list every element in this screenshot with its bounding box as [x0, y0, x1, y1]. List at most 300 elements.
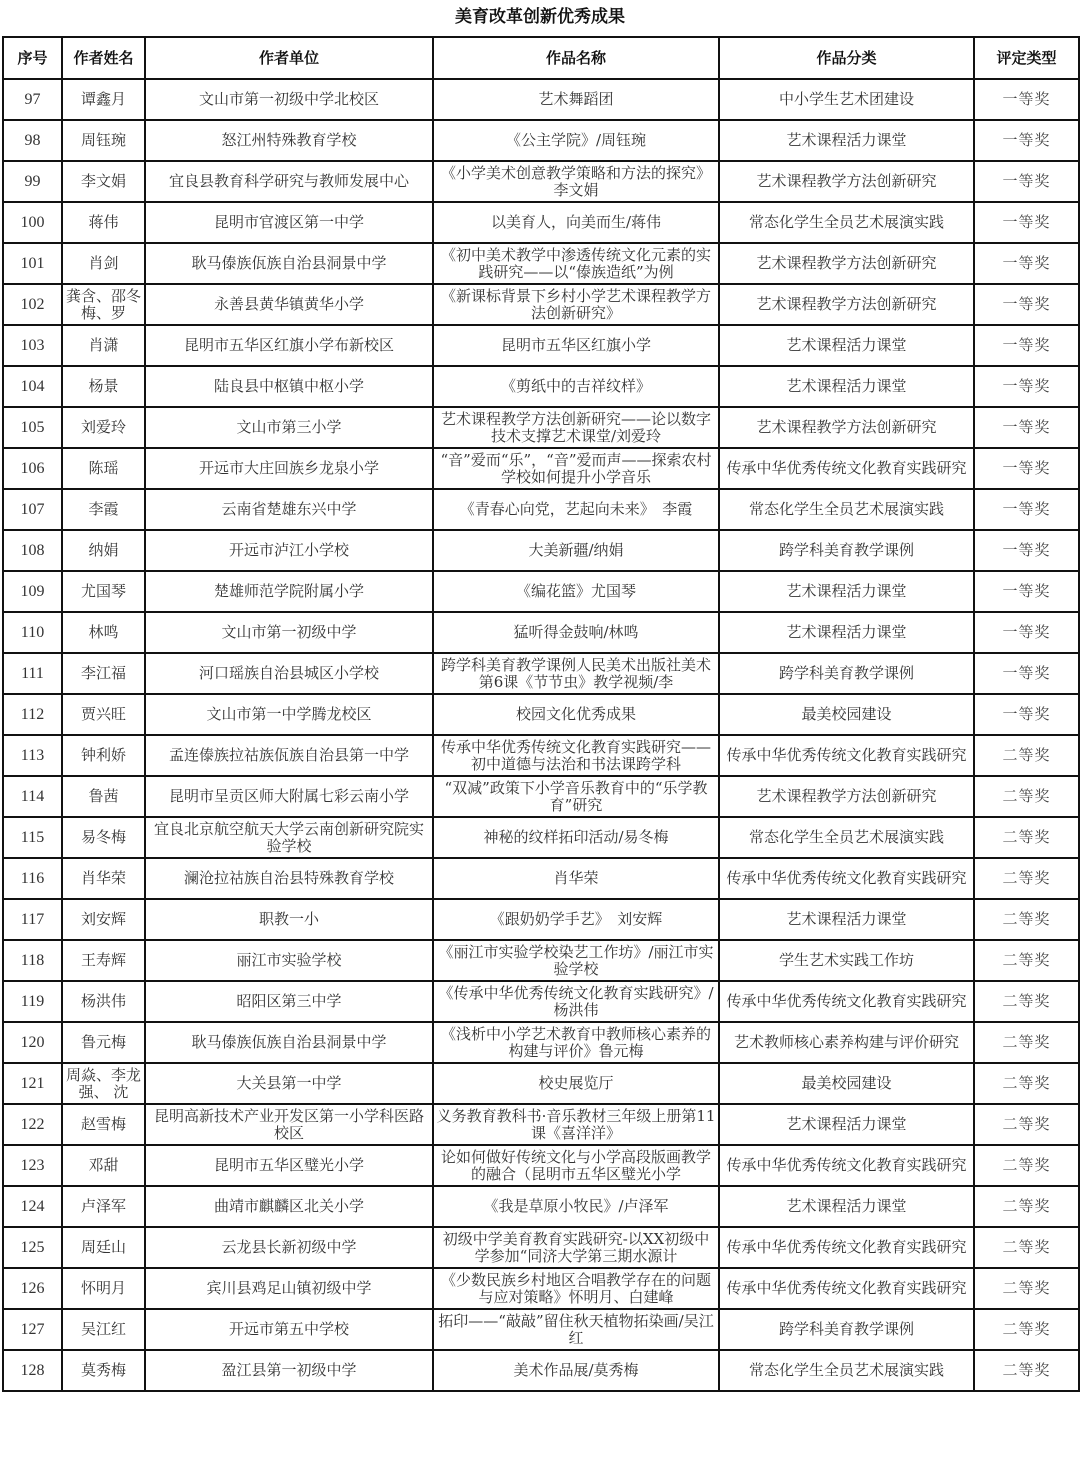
table-row [3, 1186, 1079, 1227]
cell-work-title-text: 校园文化优秀成果 [515, 706, 636, 723]
cell-author-unit-text: 昭阳区第三中学 [236, 993, 342, 1010]
cell-work-category-text: 艺术课程活力课堂 [786, 337, 907, 354]
cell-author-unit-text: 永善县黄华镇黄华小学 [213, 296, 364, 313]
cell-work-category [719, 899, 974, 940]
cell-author-name-text: 周焱、李龙强、 沈 [65, 1066, 141, 1101]
cell-author-name-text: 龚含、邵冬梅、罗 [65, 287, 141, 322]
cell-award-type: 二等奖 [974, 858, 1079, 899]
cell-author-name-text: 李文娟 [80, 173, 126, 190]
cell-author-name [62, 489, 145, 530]
cell-author-unit-text: 宜良县教育科学研究与教师发展中心 [168, 173, 409, 190]
cell-work-title [433, 1145, 719, 1186]
cell-work-title-text: 《传承中华优秀传统文化教育实践研究》/杨洪伟 [438, 984, 714, 1019]
cell-work-category-text: 传承中华优秀传统文化教育实践研究 [726, 1280, 967, 1297]
cell-work-title-text: 《新课标背景下乡村小学艺术课程教学方法创新研究》 [440, 287, 711, 322]
cell-work-title [433, 1309, 719, 1350]
cell-work-title [433, 1268, 719, 1309]
cell-author-unit [145, 530, 433, 571]
table-body [3, 79, 1079, 1391]
table-row [3, 1063, 1079, 1104]
cell-work-title [433, 940, 719, 981]
cell-work-title [433, 202, 719, 243]
column-header-category: 作品分类 [719, 37, 974, 79]
cell-author-unit [145, 1186, 433, 1227]
table-row [3, 243, 1079, 284]
cell-work-title-text: “双减”政策下小学音乐教育中的“乐学教育”研究 [444, 779, 708, 814]
cell-work-category-text: 学生艺术实践工作坊 [778, 952, 914, 969]
cell-work-title [433, 1063, 719, 1104]
cell-number: 113 [3, 735, 62, 776]
cell-author-name [62, 448, 145, 489]
cell-work-title [433, 407, 719, 448]
cell-author-name [62, 1227, 145, 1268]
cell-work-category-text: 艺术课程教学方法创新研究 [756, 296, 937, 313]
table-row [3, 448, 1079, 489]
awards-table [2, 36, 1080, 1392]
cell-work-category [719, 448, 974, 489]
cell-author-name-text: 蒋伟 [88, 214, 119, 231]
cell-work-category-text: 最美校园建设 [801, 1075, 892, 1092]
cell-author-unit [145, 858, 433, 899]
cell-work-title-text: 义务教育教科书·音乐教材三年级上册第11课《喜洋洋》 [436, 1107, 716, 1142]
cell-author-unit-text: 孟连傣族拉祜族佤族自治县第一中学 [168, 747, 409, 764]
cell-work-category [719, 735, 974, 776]
table-row [3, 858, 1079, 899]
cell-author-name [62, 79, 145, 120]
cell-author-name-text: 李霞 [88, 501, 119, 518]
cell-work-title [433, 1350, 719, 1391]
cell-award-type: 二等奖 [974, 981, 1079, 1022]
cell-award-type: 二等奖 [974, 1350, 1079, 1391]
cell-work-category [719, 571, 974, 612]
cell-work-category [719, 1022, 974, 1063]
cell-award-type: 一等奖 [974, 571, 1079, 612]
cell-author-unit [145, 899, 433, 940]
cell-work-category [719, 1145, 974, 1186]
cell-work-title-text: 《编花篮》尤国琴 [515, 583, 636, 600]
cell-work-category-text: 常态化学生全员艺术展演实践 [748, 214, 944, 231]
cell-work-category [719, 489, 974, 530]
cell-author-unit-text: 开远市大庄回族乡龙泉小学 [198, 460, 379, 477]
cell-author-name [62, 858, 145, 899]
table-row [3, 1104, 1079, 1145]
cell-award-type: 一等奖 [974, 612, 1079, 653]
cell-author-name-text: 鲁茜 [88, 788, 119, 805]
cell-work-title-text: 昆明市五华区红旗小学 [500, 337, 651, 354]
cell-author-name-text: 刘爱玲 [80, 419, 126, 436]
cell-work-category [719, 1309, 974, 1350]
cell-number: 127 [3, 1309, 62, 1350]
cell-author-unit-text: 文山市第一初级中学 [221, 624, 357, 641]
cell-work-category-text: 中小学生艺术团建设 [778, 91, 914, 108]
cell-work-title-text: 《少数民族乡村地区合唱教学存在的问题与应对策略》怀明月、白建峰 [440, 1271, 711, 1306]
table-row [3, 817, 1079, 858]
cell-author-unit [145, 1145, 433, 1186]
table-row [3, 489, 1079, 530]
cell-number: 109 [3, 571, 62, 612]
cell-number: 97 [3, 79, 62, 120]
cell-award-type: 一等奖 [974, 694, 1079, 735]
table-row [3, 161, 1079, 202]
cell-author-name-text: 莫秀梅 [80, 1362, 126, 1379]
cell-award-type: 一等奖 [974, 366, 1079, 407]
cell-work-title [433, 120, 719, 161]
cell-work-category [719, 1104, 974, 1145]
cell-work-title [433, 653, 719, 694]
cell-work-title [433, 79, 719, 120]
cell-award-type: 二等奖 [974, 776, 1079, 817]
cell-work-title-text: 初级中学美育教育实践研究-以XX初级中学参加“同济大学第三期水源计 [442, 1230, 710, 1265]
cell-author-name-text: 谭鑫月 [80, 91, 126, 108]
cell-number: 112 [3, 694, 62, 735]
table-row [3, 735, 1079, 776]
table-row [3, 1350, 1079, 1391]
cell-author-unit [145, 325, 433, 366]
cell-award-type: 一等奖 [974, 284, 1079, 325]
cell-author-name [62, 530, 145, 571]
cell-author-name-text: 陈瑶 [88, 460, 119, 477]
column-header-award: 评定类型 [974, 37, 1079, 79]
cell-author-unit-text: 云龙县长新初级中学 [221, 1239, 357, 1256]
column-header-unit: 作者单位 [145, 37, 433, 79]
table-row [3, 981, 1079, 1022]
cell-number: 105 [3, 407, 62, 448]
cell-work-category [719, 1350, 974, 1391]
cell-author-unit [145, 1268, 433, 1309]
cell-work-category [719, 407, 974, 448]
cell-author-unit-text: 宾川县鸡足山镇初级中学 [206, 1280, 372, 1297]
cell-work-title-text: 《丽江市实验学校染艺工作坊》/丽江市实验学校 [438, 943, 714, 978]
cell-award-type: 一等奖 [974, 530, 1079, 571]
cell-author-name-text: 卢泽军 [80, 1198, 126, 1215]
cell-author-unit [145, 776, 433, 817]
table-row [3, 325, 1079, 366]
cell-author-unit [145, 284, 433, 325]
cell-award-type: 一等奖 [974, 161, 1079, 202]
cell-author-unit-text: 曲靖市麒麟区北关小学 [213, 1198, 364, 1215]
cell-author-unit [145, 1227, 433, 1268]
cell-author-unit-text: 文山市第三小学 [236, 419, 342, 436]
cell-author-name [62, 284, 145, 325]
cell-author-unit [145, 407, 433, 448]
cell-author-name-text: 李江福 [80, 665, 126, 682]
cell-work-category-text: 艺术课程活力课堂 [786, 378, 907, 395]
cell-author-unit-text: 开远市第五中学校 [228, 1321, 349, 1338]
cell-author-unit-text: 丽江市实验学校 [236, 952, 342, 969]
cell-work-category-text: 艺术课程活力课堂 [786, 1198, 907, 1215]
cell-work-category-text: 传承中华优秀传统文化教育实践研究 [726, 1157, 967, 1174]
cell-author-name-text: 肖华荣 [80, 870, 126, 887]
cell-author-unit-text: 开远市泸江小学校 [228, 542, 349, 559]
cell-work-title-text: 《初中美术教学中渗透传统文化元素的实践研究——以“傣族造纸”为例 [440, 246, 711, 281]
cell-author-name [62, 161, 145, 202]
cell-work-title-text: 猛听得金鼓响/林鸣 [513, 624, 639, 641]
cell-work-category-text: 跨学科美育教学课例 [778, 542, 914, 559]
cell-work-category-text: 艺术课程教学方法创新研究 [756, 419, 937, 436]
cell-work-title-text: 《剪纸中的吉祥纹样》 [500, 378, 651, 395]
cell-author-unit-text: 耿马傣族佤族自治县洞景中学 [191, 1034, 387, 1051]
cell-work-category-text: 艺术课程活力课堂 [786, 1116, 907, 1133]
cell-author-unit-text: 昆明市五华区红旗小学布新校区 [183, 337, 394, 354]
cell-work-title [433, 284, 719, 325]
cell-author-name [62, 243, 145, 284]
cell-author-name-text: 林鸣 [88, 624, 119, 641]
table-row [3, 407, 1079, 448]
cell-number: 111 [3, 653, 62, 694]
cell-work-title [433, 694, 719, 735]
cell-author-unit [145, 981, 433, 1022]
table-row [3, 1309, 1079, 1350]
cell-award-type: 二等奖 [974, 899, 1079, 940]
cell-work-category [719, 1063, 974, 1104]
cell-work-category-text: 传承中华优秀传统文化教育实践研究 [726, 460, 967, 477]
cell-number: 126 [3, 1268, 62, 1309]
table-row [3, 899, 1079, 940]
cell-author-unit [145, 366, 433, 407]
cell-work-title-text: “音”爱而“乐”，“音”爱而声——探索农村学校如何提升小学音乐 [440, 451, 712, 486]
cell-author-unit-text: 昆明市五华区璧光小学 [213, 1157, 364, 1174]
cell-work-category [719, 120, 974, 161]
cell-author-unit [145, 1104, 433, 1145]
cell-work-category [719, 817, 974, 858]
cell-work-category [719, 653, 974, 694]
cell-author-name-text: 鲁元梅 [80, 1034, 126, 1051]
cell-work-title-text: 神秘的纹样拓印活动/易冬梅 [483, 829, 669, 846]
cell-author-name-text: 易冬梅 [80, 829, 126, 846]
cell-number: 110 [3, 612, 62, 653]
table-header-row [3, 37, 1079, 79]
cell-author-name [62, 1145, 145, 1186]
cell-work-category-text: 艺术课程活力课堂 [786, 132, 907, 149]
cell-work-category-text: 跨学科美育教学课例 [778, 665, 914, 682]
cell-award-type: 二等奖 [974, 1063, 1079, 1104]
cell-work-category-text: 艺术课程教学方法创新研究 [756, 788, 937, 805]
cell-author-unit [145, 653, 433, 694]
cell-author-unit [145, 202, 433, 243]
cell-work-category-text: 跨学科美育教学课例 [778, 1321, 914, 1338]
cell-work-category-text: 传承中华优秀传统文化教育实践研究 [726, 1239, 967, 1256]
cell-work-title [433, 612, 719, 653]
cell-author-unit-text: 宜良北京航空航天大学云南创新研究院实验学校 [153, 820, 424, 855]
cell-work-category [719, 161, 974, 202]
cell-author-unit [145, 612, 433, 653]
cell-work-title-text: 拓印——“敲敲”留住秋天植物拓染画/吴江红 [438, 1312, 714, 1347]
cell-author-name-text: 周廷山 [80, 1239, 126, 1256]
cell-work-title [433, 817, 719, 858]
cell-work-category [719, 325, 974, 366]
cell-number: 116 [3, 858, 62, 899]
cell-author-unit [145, 161, 433, 202]
cell-work-category [719, 1227, 974, 1268]
cell-author-name-text: 刘安辉 [80, 911, 126, 928]
cell-work-title [433, 1022, 719, 1063]
cell-work-category-text: 常态化学生全员艺术展演实践 [748, 1362, 944, 1379]
cell-work-title [433, 1104, 719, 1145]
cell-award-type: 一等奖 [974, 489, 1079, 530]
cell-author-name-text: 钟利娇 [80, 747, 126, 764]
cell-work-title-text: 《浅析中小学艺术教育中教师核心素养的构建与评价》鲁元梅 [440, 1025, 711, 1060]
table-row [3, 776, 1079, 817]
cell-work-title-text: 《我是草原小牧民》/卢泽军 [483, 1198, 669, 1215]
cell-work-category-text: 艺术教师核心素养构建与评价研究 [733, 1034, 959, 1051]
cell-author-name-text: 尤国琴 [80, 583, 126, 600]
table-row [3, 202, 1079, 243]
cell-work-category [719, 858, 974, 899]
cell-number: 104 [3, 366, 62, 407]
cell-work-category [719, 776, 974, 817]
cell-author-unit [145, 120, 433, 161]
cell-work-title-text: 《公主学院》/周钰琬 [505, 132, 647, 149]
cell-author-name [62, 202, 145, 243]
cell-award-type: 二等奖 [974, 1104, 1079, 1145]
cell-author-name-text: 邓甜 [88, 1157, 119, 1174]
cell-number: 122 [3, 1104, 62, 1145]
cell-number: 118 [3, 940, 62, 981]
cell-author-name-text: 怀明月 [80, 1280, 126, 1297]
cell-number: 120 [3, 1022, 62, 1063]
cell-author-unit [145, 1022, 433, 1063]
cell-number: 115 [3, 817, 62, 858]
table-row [3, 366, 1079, 407]
table-row [3, 653, 1079, 694]
cell-work-category-text: 艺术课程教学方法创新研究 [756, 255, 937, 272]
cell-work-title-text: 大美新疆/纳娟 [528, 542, 624, 559]
cell-author-name [62, 735, 145, 776]
cell-number: 101 [3, 243, 62, 284]
cell-award-type: 一等奖 [974, 653, 1079, 694]
cell-award-type: 二等奖 [974, 1145, 1079, 1186]
cell-work-category [719, 981, 974, 1022]
cell-author-name [62, 1022, 145, 1063]
cell-work-category-text: 艺术课程活力课堂 [786, 911, 907, 928]
cell-work-category-text: 常态化学生全员艺术展演实践 [748, 829, 944, 846]
cell-award-type: 二等奖 [974, 1022, 1079, 1063]
cell-author-name [62, 1186, 145, 1227]
table-row [3, 284, 1079, 325]
column-header-no: 序号 [3, 37, 62, 79]
cell-author-name [62, 1104, 145, 1145]
cell-author-name [62, 120, 145, 161]
cell-work-category [719, 202, 974, 243]
cell-work-category [719, 940, 974, 981]
cell-author-unit-text: 昆明市呈贡区师大附属七彩云南小学 [168, 788, 409, 805]
cell-work-category-text: 艺术课程活力课堂 [786, 624, 907, 641]
cell-work-title [433, 735, 719, 776]
cell-work-title-text: 跨学科美育教学课例人民美术出版社美术 第6课《节节虫》教学视频/李 [440, 656, 711, 691]
cell-work-title-text: 《小学美术创意教学策略和方法的探究》李文娟 [440, 164, 711, 199]
cell-author-unit [145, 243, 433, 284]
cell-work-title [433, 325, 719, 366]
cell-author-name [62, 776, 145, 817]
cell-work-title-text: 艺术舞蹈团 [538, 91, 614, 108]
cell-author-name-text: 杨景 [88, 378, 119, 395]
cell-author-unit-text: 耿马傣族佤族自治县洞景中学 [191, 255, 387, 272]
cell-number: 98 [3, 120, 62, 161]
cell-award-type: 二等奖 [974, 940, 1079, 981]
cell-work-title-text: 艺术课程教学方法创新研究——论以数字技术支撑艺术课堂/刘爱玲 [440, 410, 711, 445]
cell-work-title [433, 776, 719, 817]
cell-work-title [433, 448, 719, 489]
cell-author-name [62, 694, 145, 735]
cell-author-name-text: 王寿辉 [80, 952, 126, 969]
cell-number: 128 [3, 1350, 62, 1391]
cell-author-name [62, 899, 145, 940]
cell-award-type: 二等奖 [974, 817, 1079, 858]
cell-author-name-text: 肖剑 [88, 255, 119, 272]
cell-author-unit-text: 楚雄师范学院附属小学 [213, 583, 364, 600]
cell-author-name [62, 325, 145, 366]
cell-author-name [62, 1268, 145, 1309]
cell-work-category-text: 艺术课程活力课堂 [786, 583, 907, 600]
cell-work-title [433, 489, 719, 530]
cell-work-title [433, 1186, 719, 1227]
cell-author-unit-text: 职教一小 [258, 911, 319, 928]
cell-number: 121 [3, 1063, 62, 1104]
cell-number: 99 [3, 161, 62, 202]
cell-author-name-text: 吴江红 [80, 1321, 126, 1338]
table-row [3, 1022, 1079, 1063]
cell-number: 123 [3, 1145, 62, 1186]
cell-work-category-text: 常态化学生全员艺术展演实践 [748, 501, 944, 518]
cell-work-title [433, 530, 719, 571]
cell-author-name [62, 1350, 145, 1391]
cell-author-name [62, 571, 145, 612]
cell-award-type: 二等奖 [974, 1268, 1079, 1309]
cell-number: 103 [3, 325, 62, 366]
cell-author-name-text: 肖潇 [88, 337, 119, 354]
cell-number: 100 [3, 202, 62, 243]
cell-work-category [719, 1186, 974, 1227]
cell-author-unit-text: 怒江州特殊教育学校 [221, 132, 357, 149]
cell-author-name-text: 贾兴旺 [80, 706, 126, 723]
cell-number: 107 [3, 489, 62, 530]
cell-author-unit-text: 文山市第一初级中学北校区 [198, 91, 379, 108]
cell-author-unit [145, 940, 433, 981]
cell-author-name [62, 653, 145, 694]
cell-award-type: 一等奖 [974, 325, 1079, 366]
cell-author-unit-text: 盈江县第一初级中学 [221, 1362, 357, 1379]
table-row [3, 571, 1079, 612]
cell-author-name [62, 366, 145, 407]
table-row [3, 530, 1079, 571]
cell-work-category [719, 243, 974, 284]
cell-work-category [719, 612, 974, 653]
table-row [3, 79, 1079, 120]
cell-author-unit-text: 云南省楚雄东兴中学 [221, 501, 357, 518]
cell-author-unit-text: 澜沧拉祜族自治县特殊教育学校 [183, 870, 394, 887]
cell-number: 106 [3, 448, 62, 489]
cell-award-type: 一等奖 [974, 448, 1079, 489]
cell-work-category [719, 530, 974, 571]
cell-award-type: 二等奖 [974, 1186, 1079, 1227]
cell-work-title [433, 981, 719, 1022]
cell-work-category-text: 艺术课程教学方法创新研究 [756, 173, 937, 190]
cell-author-name [62, 407, 145, 448]
cell-award-type: 一等奖 [974, 407, 1079, 448]
cell-work-category [719, 284, 974, 325]
cell-work-title-text: 《跟奶奶学手艺》 刘安辉 [489, 911, 663, 928]
table-row [3, 120, 1079, 161]
table-row [3, 940, 1079, 981]
cell-award-type: 一等奖 [974, 202, 1079, 243]
cell-author-unit-text: 文山市第一中学腾龙校区 [206, 706, 372, 723]
cell-award-type: 一等奖 [974, 243, 1079, 284]
cell-author-unit [145, 1063, 433, 1104]
table-row [3, 1227, 1079, 1268]
cell-work-title-text: 论如何做好传统文化与小学高段版画教学的融合（昆明市五华区璧光小学 [440, 1148, 711, 1183]
cell-work-category [719, 366, 974, 407]
column-header-work: 作品名称 [433, 37, 719, 79]
